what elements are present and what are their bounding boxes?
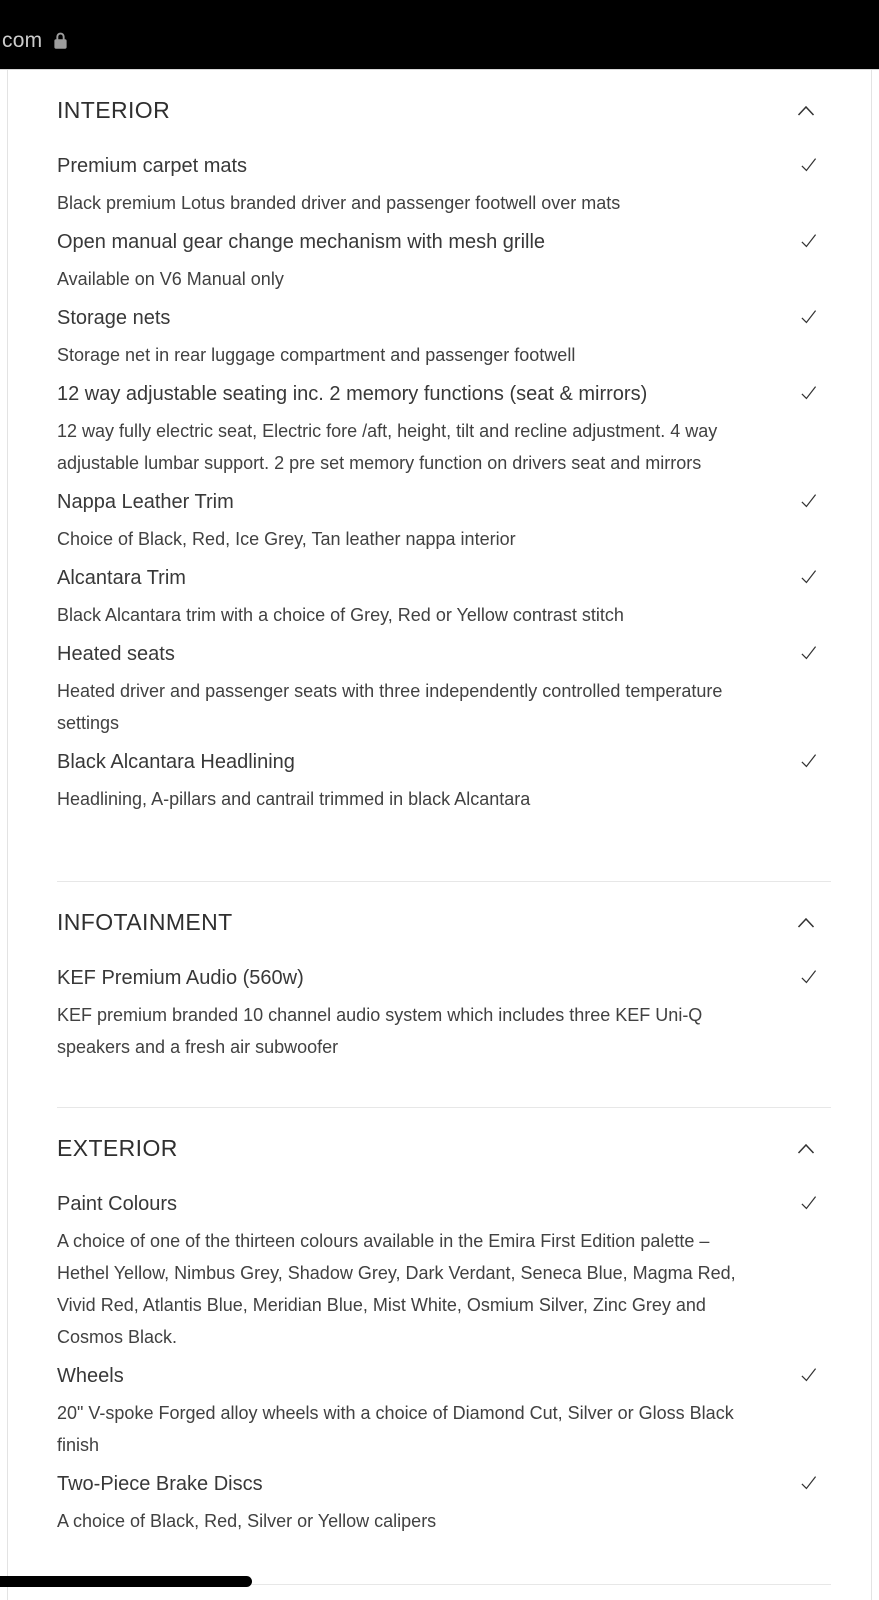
- feature-description: KEF premium branded 10 channel audio system which includes three KEF Uni-Q speakers and a fresh air subwoofer: [57, 1005, 703, 1057]
- feature-item: [57, 153, 818, 219]
- feature-description: 12 way fully electric seat, Electric fore /aft, height, tilt and recline adjustment. 4 way adjustable lumbar support. 2 pre set memory function on drivers seat and mirrors: [57, 421, 718, 473]
- feature-item: [57, 489, 818, 555]
- feature-title: 12 way adjustable seating inc. 2 memory functions (seat & mirrors): [57, 383, 648, 405]
- feature-item: [57, 565, 818, 631]
- feature-title: Black Alcantara Headlining: [57, 751, 295, 773]
- feature-title: Heated seats: [57, 643, 175, 665]
- feature-description: Heated driver and passenger seats with three independently controlled temperature settings: [57, 681, 723, 733]
- feature-item: [57, 1471, 818, 1537]
- section-title: EXTERIOR: [57, 1135, 178, 1161]
- feature-item: [57, 1191, 818, 1353]
- feature-description: Choice of Black, Red, Ice Grey, Tan leather nappa interior: [57, 529, 516, 549]
- check-icon: [799, 384, 818, 401]
- feature-title: Premium carpet mats: [57, 155, 248, 177]
- feature-item: [57, 965, 818, 1063]
- feature-item: [57, 381, 818, 479]
- feature-item: [57, 641, 818, 739]
- chevron-up-icon[interactable]: [794, 914, 818, 931]
- feature-title: Alcantara Trim: [57, 567, 186, 589]
- section-interior: [57, 70, 818, 881]
- feature-title: Nappa Leather Trim: [57, 491, 234, 513]
- chevron-up-icon[interactable]: [794, 1140, 818, 1157]
- section-exterior: [57, 1108, 818, 1584]
- section-title: INTERIOR: [57, 97, 171, 123]
- feature-description: Storage net in rear luggage compartment and passenger footwell: [57, 345, 576, 365]
- feature-title: Paint Colours: [57, 1193, 178, 1215]
- spec-card: [7, 70, 872, 1600]
- check-icon: [799, 644, 818, 661]
- check-icon: [799, 968, 818, 985]
- check-icon: [799, 308, 818, 325]
- feature-title: Storage nets: [57, 307, 171, 329]
- feature-item: [57, 229, 818, 295]
- page-content: [0, 69, 879, 1600]
- feature-item: [57, 305, 818, 371]
- section-header-interior[interactable]: [57, 95, 818, 125]
- section-title: INFOTAINMENT: [57, 909, 233, 935]
- feature-item: [57, 1363, 818, 1461]
- section-header-infotainment[interactable]: [57, 907, 818, 937]
- check-icon: [799, 568, 818, 585]
- section-infotainment: [57, 882, 818, 1107]
- feature-title: Two-Piece Brake Discs: [57, 1473, 263, 1495]
- feature-description: Headlining, A-pillars and cantrail trimmed in black Alcantara: [57, 789, 531, 809]
- feature-description: A choice of one of the thirteen colours available in the Emira First Edition palette – Hethel Yellow, Nimbus Grey, Shadow Grey, Dark Verdant, Seneca Blue, Magma Red, Vivid Red, Atlantis Blue, Meridian Blue, Mist White, Osmium Silver, Zinc Grey and Cosmos Black.: [57, 1231, 736, 1347]
- check-icon: [799, 1194, 818, 1211]
- check-icon: [799, 1474, 818, 1491]
- browser-address-bar[interactable]: [0, 0, 879, 69]
- feature-title: KEF Premium Audio (560w): [57, 967, 304, 989]
- check-icon: [799, 492, 818, 509]
- feature-item: [57, 749, 818, 815]
- feature-description: 20" V-spoke Forged alloy wheels with a choice of Diamond Cut, Silver or Gloss Black finish: [57, 1403, 734, 1455]
- check-icon: [799, 232, 818, 249]
- feature-description: Black Alcantara trim with a choice of Grey, Red or Yellow contrast stitch: [57, 605, 624, 625]
- feature-title: Open manual gear change mechanism with mesh grille: [57, 231, 546, 253]
- check-icon: [799, 752, 818, 769]
- check-icon: [799, 156, 818, 173]
- chevron-up-icon[interactable]: [794, 102, 818, 119]
- horizontal-scrollbar-thumb[interactable]: [0, 1576, 252, 1587]
- feature-title: Wheels: [57, 1365, 124, 1387]
- url-text: com: [2, 28, 43, 52]
- check-icon: [799, 1366, 818, 1383]
- feature-description: A choice of Black, Red, Silver or Yellow calipers: [57, 1511, 437, 1531]
- section-header-exterior[interactable]: [57, 1133, 818, 1163]
- feature-description: Black premium Lotus branded driver and passenger footwell over mats: [57, 193, 621, 213]
- feature-description: Available on V6 Manual only: [57, 269, 284, 289]
- lock-icon: [53, 31, 68, 50]
